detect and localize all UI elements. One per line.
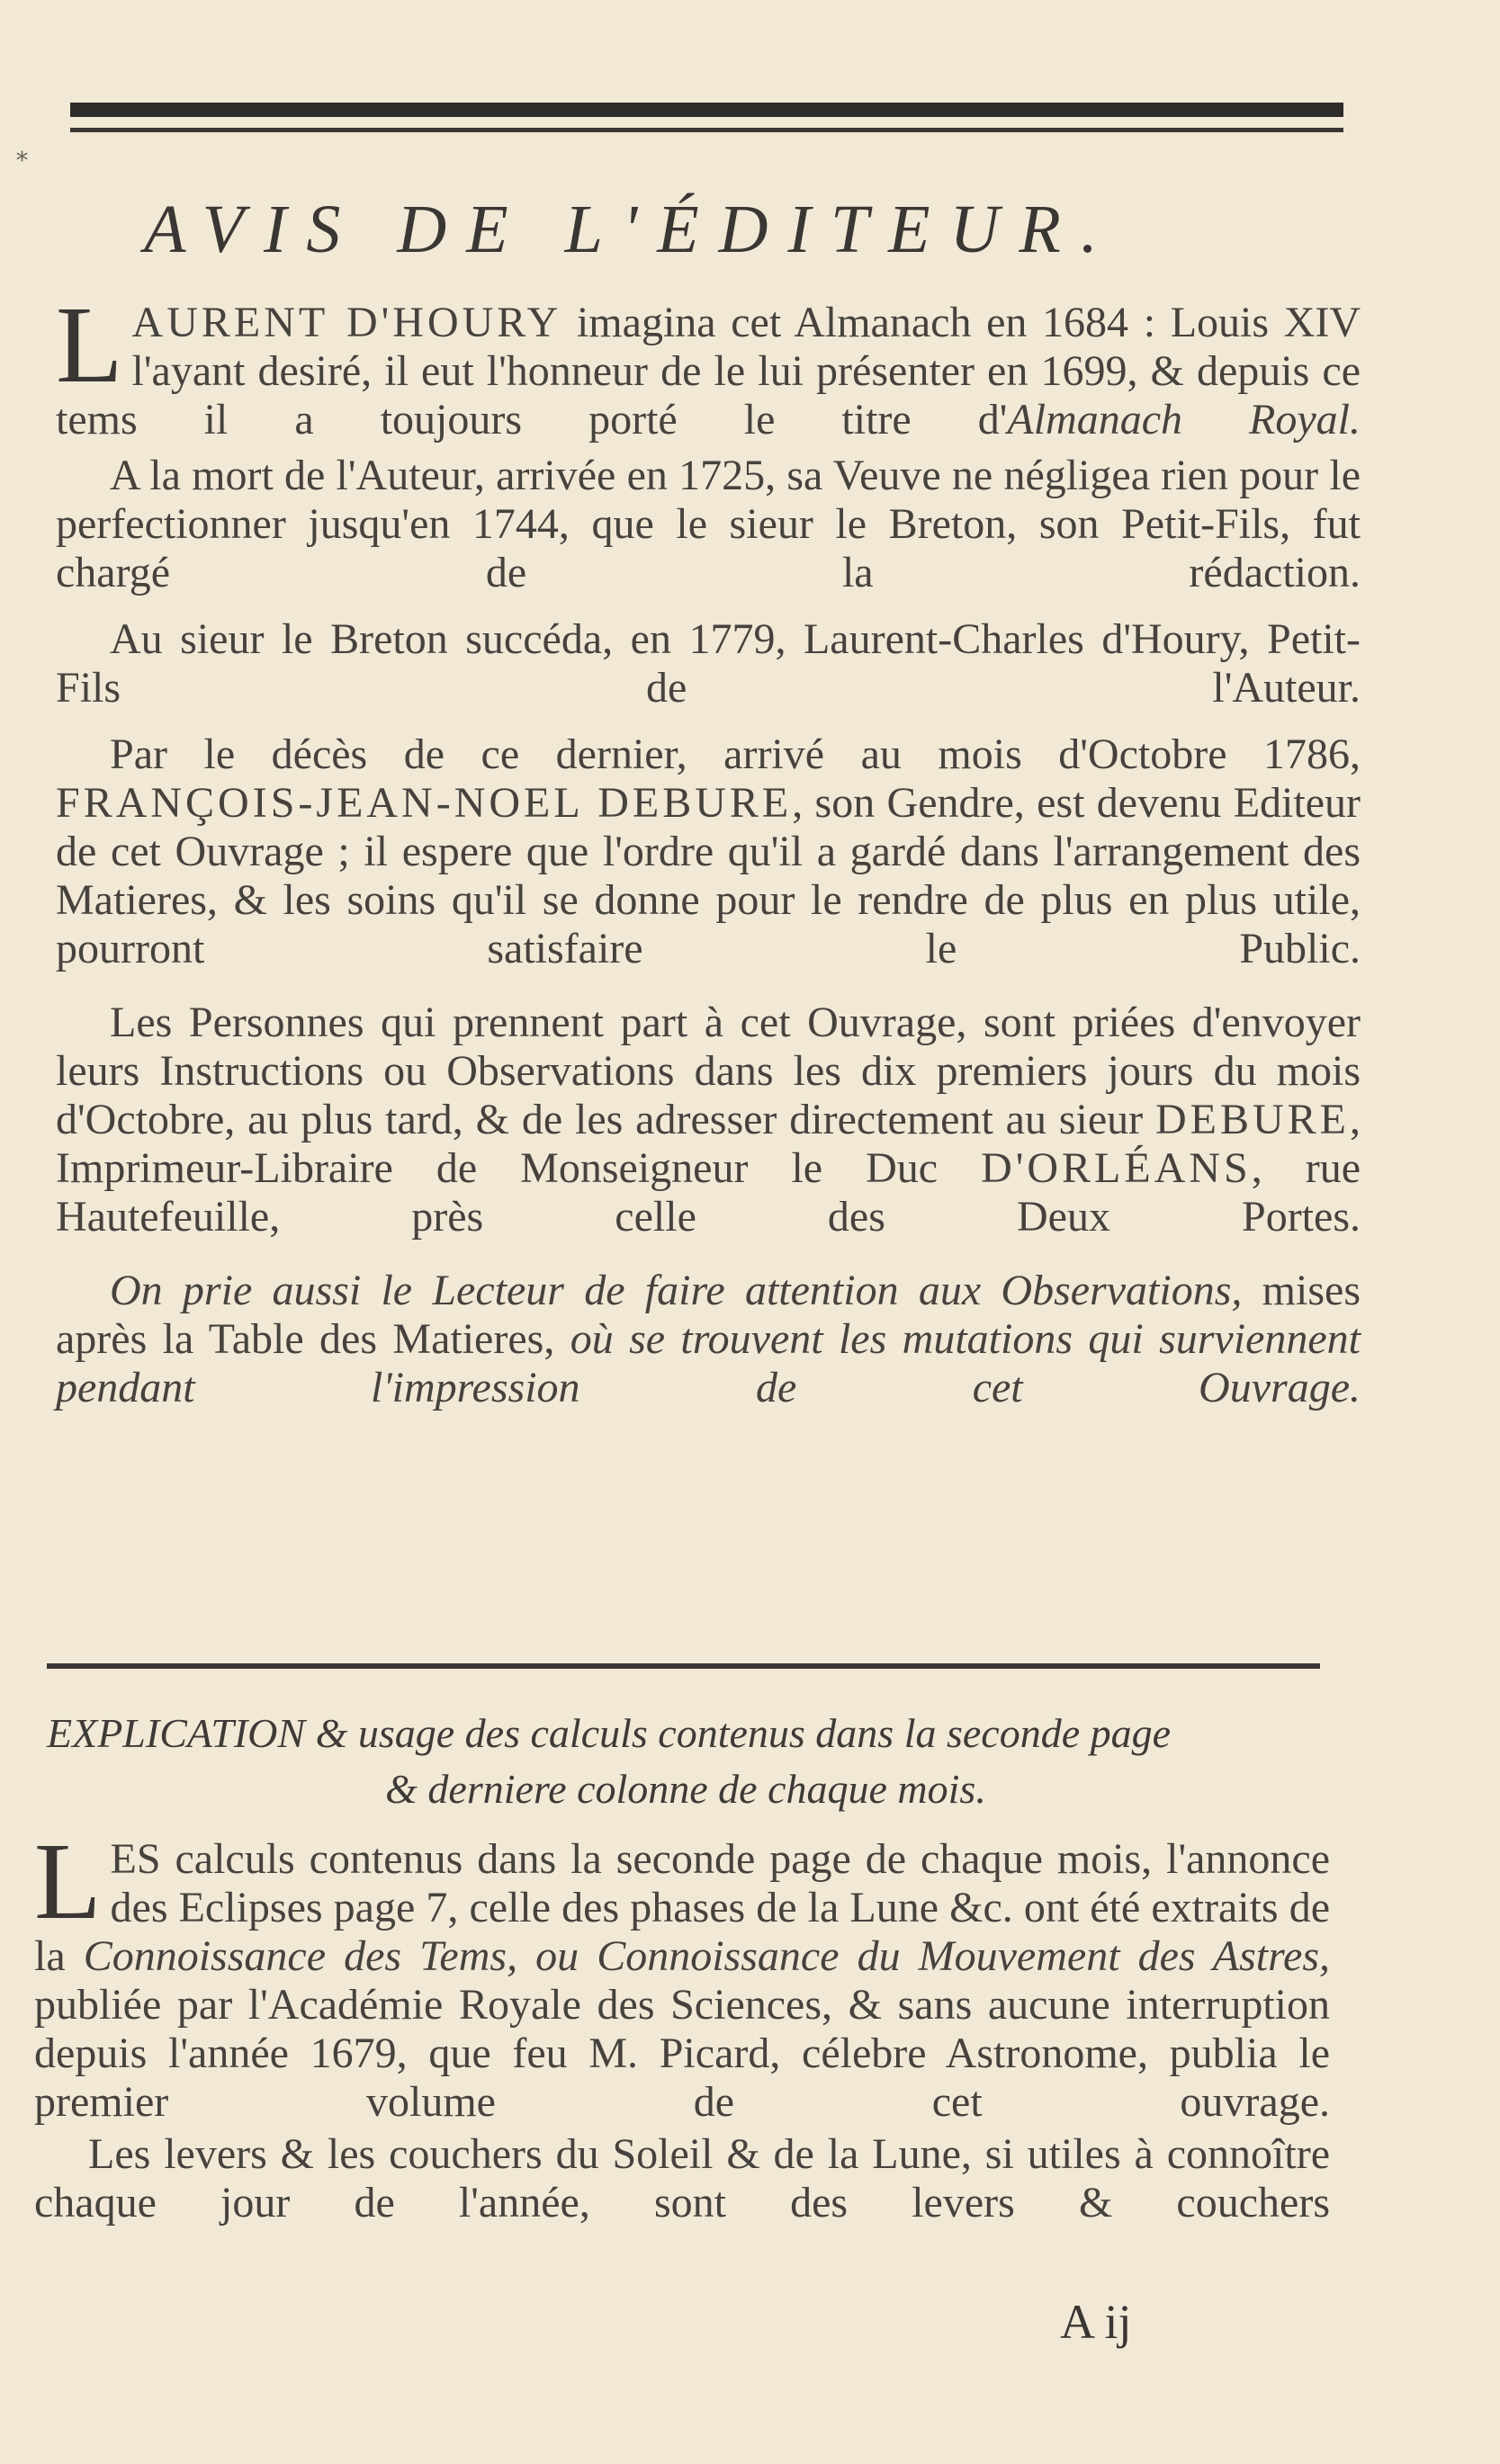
explication-dropcap: L [34, 1821, 102, 1942]
paragraph-4-a: Par le décès de ce dernier, arrivé au mois d'Octobre 1786, [110, 730, 1361, 778]
paragraph-6-italic-1: On prie aussi le Lecteur de faire attention aux Observations, [110, 1267, 1243, 1314]
section-divider [47, 1663, 1320, 1669]
paragraph-2: A la mort de l'Auteur, arrivée en 1725, sa Veuve ne négligea rien pour le perfectionner jusqu'en 1744, que le sieur le Breton, son Petit-Fils, fut chargé de la rédaction. [56, 452, 1361, 596]
top-rule-thick [70, 103, 1343, 117]
paragraph-1-text: imagina cet Almanach en 1684 : Louis XIV l'ayant desiré, il eut l'honneur de le lui présenter en 1699, & depuis ce tems il a toujours porté le titre d' [56, 299, 1361, 444]
paragraph-5-c: , rue Hautefeuille, près celle des Deux Portes. [56, 1144, 1361, 1241]
editor-name: FRANÇOIS-JEAN-NOEL DEBURE [56, 779, 793, 827]
explication-paragraph-1-b: publiée par l'Académie Royale des Sciences, & sans aucune interruption depuis l'année 1679, que feu M. Picard, célebre Astronome, publia le premier volume de cet ouvrage. [34, 1981, 1330, 2126]
paragraph-1 [56, 284, 1361, 444]
dropcap: L [56, 284, 123, 406]
paragraph-5 [56, 999, 1361, 1241]
explication-paragraph-1-a: ES calculs contenus dans la seconde page de chaque mois, l'annonce des Eclipses page 7, celle des phases de la Lune &c. ont été extraits de la [34, 1835, 1330, 1980]
explication-paragraph-1 [34, 1821, 1330, 2127]
almanach-title: Almanach Royal. [1007, 396, 1361, 444]
avis-body [56, 284, 1361, 1412]
paragraph-6 [56, 1267, 1361, 1412]
paragraph-5-b: , Imprimeur-Libraire de Monseigneur le Duc [56, 1096, 1361, 1192]
debure-name: DEBURE [1155, 1096, 1350, 1143]
paragraph-6-plain: mises après la Table des Matieres, [56, 1267, 1361, 1363]
signature-mark: A ij [1060, 2295, 1132, 2349]
explication-body [34, 1821, 1330, 2227]
explication-heading [47, 1706, 1325, 1817]
paragraph-6-italic-2: où se trouvent les mutations qui surviennent pendant l'impression de cet Ouvrage. [56, 1315, 1361, 1411]
connoissance-title: Connoissance des Tems, ou Connoissance du Mouvement des Astres, [83, 1932, 1330, 1980]
explication-heading-line-2: & derniere colonne de chaque mois. [385, 1766, 986, 1812]
paragraph-3: Au sieur le Breton succéda, en 1779, Laurent-Charles d'Houry, Petit-Fils de l'Auteur. [56, 615, 1361, 712]
paragraph-4 [56, 730, 1361, 973]
margin-mark: * [16, 148, 28, 175]
explication-heading-line-1: EXPLICATION & usage des calculs contenus dans la seconde page [47, 1710, 1172, 1756]
duke-name: D'ORLÉANS [981, 1144, 1252, 1192]
paragraph-4-b: , son Gendre, est devenu Editeur de cet Ouvrage ; il espere que l'ordre qu'il a gardé dans l'arrangement des Matieres, & les soins qu'il se donne pour le rendre de plus en plus utile, pourront satisfaire le Public. [56, 779, 1361, 972]
top-rule-thin [70, 128, 1343, 132]
page-title: AVIS DE L'ÉDITEUR. [144, 192, 1118, 267]
explication-paragraph-2: Les levers & les couchers du Soleil & de la Lune, si utiles à connoître chaque jour de l'année, sont des levers & couchers [34, 2130, 1330, 2227]
paragraph-5-a: Les Personnes qui prennent part à cet Ouvrage, sont priées d'envoyer leurs Instructions ou Observations dans les dix premiers jours du mois d'Octobre, au plus tard, & de les adresser directement au sieur [56, 999, 1361, 1143]
author-name: AURENT D'HOURY [131, 299, 562, 346]
